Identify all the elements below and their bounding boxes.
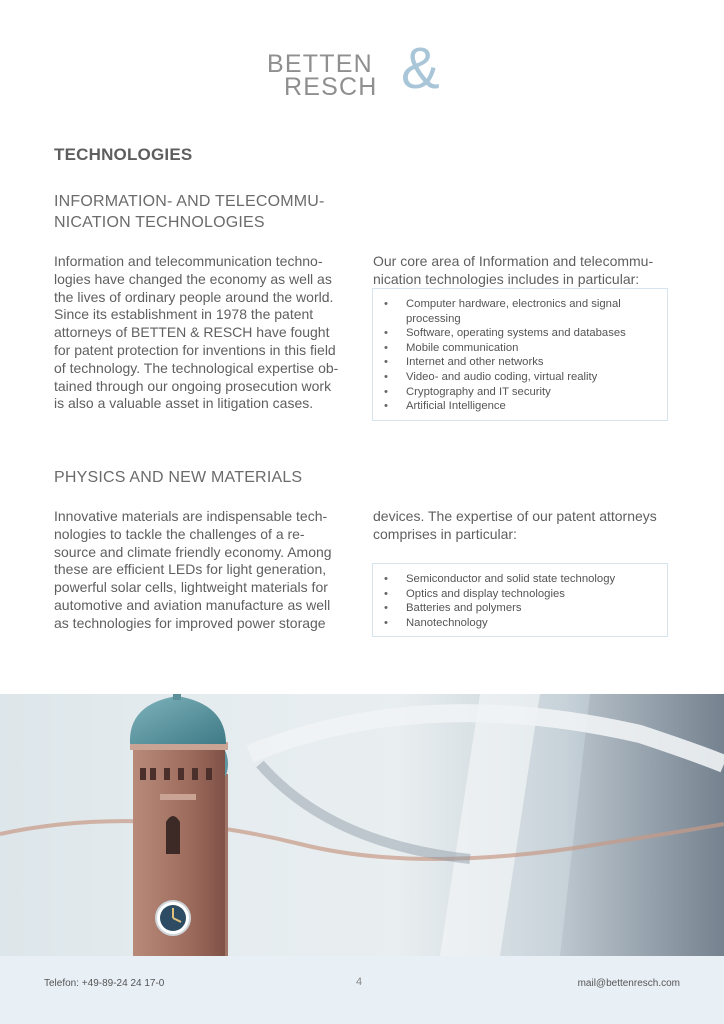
ict-intro-line: nication technologies includes in particular: (373, 270, 640, 287)
footer-email[interactable]: mail@bettenresch.com (577, 978, 680, 989)
ict-body-line: Information and telecommunication techno- (54, 253, 323, 269)
list-item: • Mobile communication (373, 341, 667, 356)
list-item: • Batteries and polymers (373, 601, 667, 616)
physics-intro-line: comprises in particular: (373, 525, 517, 542)
ict-intro-line: Our core area of Information and telecommu- (373, 253, 654, 269)
ict-body-line: for patent protection for inventions in this field (54, 341, 336, 358)
ict-heading (54, 191, 354, 233)
physics-body-line: as technologies for improved power storage (54, 614, 326, 631)
company-logo (267, 36, 467, 101)
list-item: • Optics and display technologies (373, 587, 667, 602)
ict-body-line: attorneys of BETTEN & RESCH have fought (54, 324, 330, 341)
ict-heading-line: NICATION TECHNOLOGIES (54, 214, 265, 231)
list-item: • Internet and other networks (373, 355, 667, 370)
ict-body-line: of technology. The technological expertise ob- (54, 359, 339, 376)
ict-heading-line: INFORMATION- AND TELECOMMU- (54, 193, 325, 210)
footer-phone: Telefon: +49-89-24 24 17-0 (44, 978, 165, 989)
physics-intro-text (373, 508, 673, 544)
logo-ampersand: & (401, 36, 440, 101)
ict-body-line: Since its establishment in 1978 the patent (54, 306, 314, 323)
ict-list (373, 297, 667, 414)
physics-list (373, 572, 667, 630)
list-item: • Artificial Intelligence (373, 399, 667, 414)
section-title: TECHNOLOGIES (54, 145, 193, 164)
list-item: • Software, operating systems and databases (373, 326, 667, 341)
cathedral-tower-photo (0, 694, 724, 956)
list-item: • Semiconductor and solid state technology (373, 572, 667, 587)
ict-intro-text (373, 253, 673, 289)
ict-list-box (372, 288, 668, 421)
ict-body-text (54, 253, 354, 413)
physics-body-line: automotive and aviation manufacture as well (54, 596, 331, 613)
ict-body-line: is also a valuable asset in litigation cases. (54, 395, 314, 412)
physics-body-line: source and climate friendly economy. Among (54, 543, 332, 560)
physics-list-box (372, 563, 668, 637)
list-item: • Nanotechnology (373, 616, 667, 631)
list-item: • Cryptography and IT security (373, 385, 667, 400)
physics-body-line: nologies to tackle the challenges of a re- (54, 525, 305, 542)
photo-illustration (0, 694, 724, 956)
page-number: 4 (356, 976, 363, 988)
physics-body-line: these are efficient LEDs for light generation, (54, 561, 327, 578)
logo-word-betten: BETTEN (267, 50, 373, 78)
physics-intro-line: devices. The expertise of our patent attorneys (373, 508, 657, 524)
list-item: • Computer hardware, electronics and signal processing (373, 297, 667, 326)
page-footer (0, 956, 724, 1024)
ict-body-line: tained through our ongoing prosecution work (54, 377, 332, 394)
physics-heading: PHYSICS AND NEW MATERIALS (54, 469, 303, 486)
logo-word-resch: RESCH (284, 73, 378, 101)
physics-body-text (54, 508, 354, 633)
list-item: • Video- and audio coding, virtual reality (373, 370, 667, 385)
physics-body-line: Innovative materials are indispensable tech- (54, 508, 328, 524)
ict-body-line: logies have changed the economy as well as (54, 270, 332, 287)
ict-body-line: the lives of ordinary people around the world. (54, 288, 334, 305)
physics-body-line: powerful solar cells, lightweight materials for (54, 579, 328, 596)
